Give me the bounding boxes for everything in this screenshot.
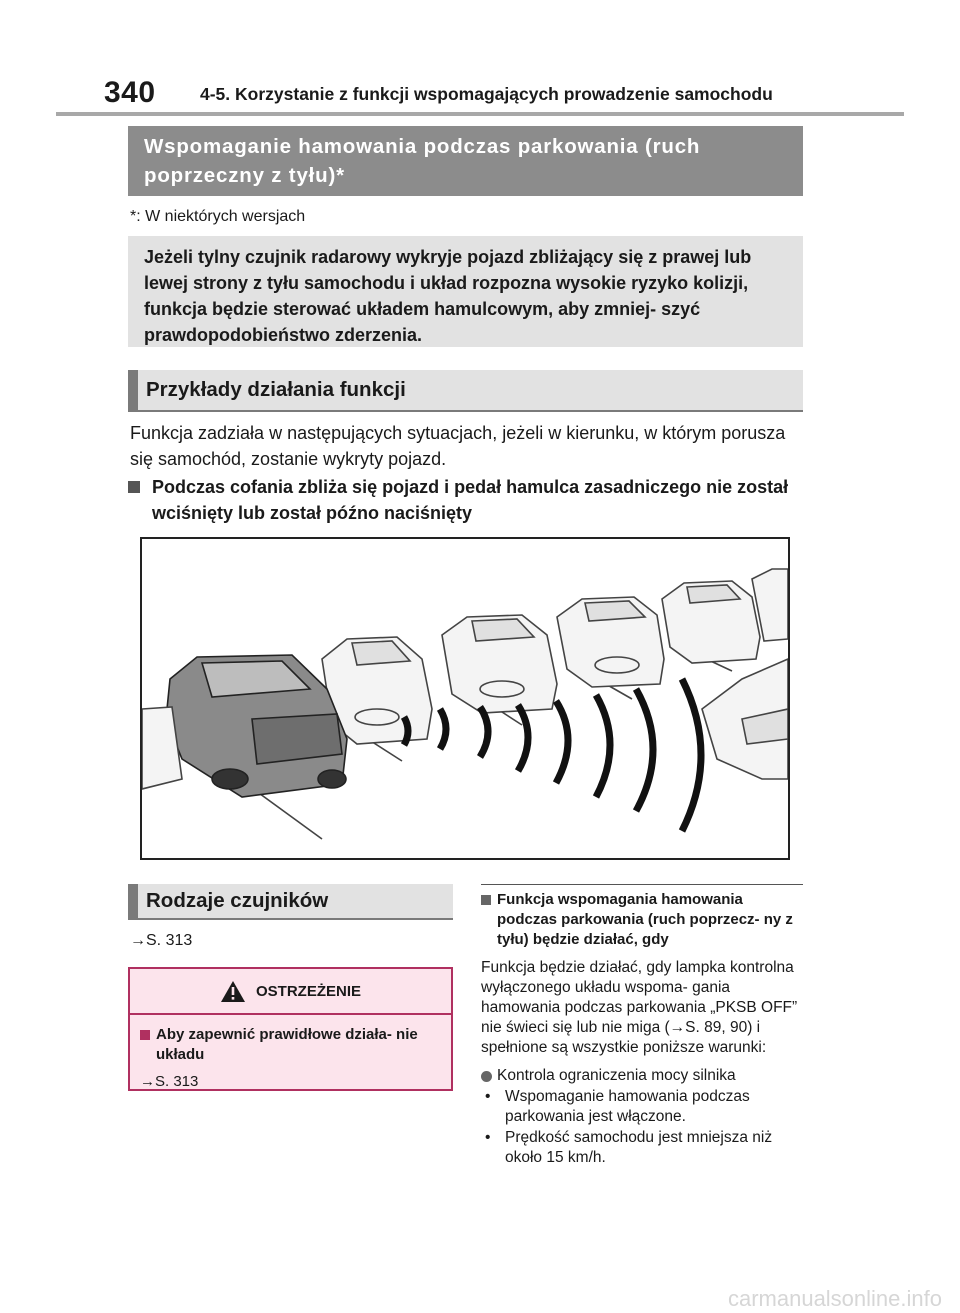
list-item-text: Prędkość samochodu jest mniejsza niż około 15 km/h. <box>505 1129 773 1166</box>
condition-item <box>481 1066 803 1086</box>
warning-header <box>130 969 451 1015</box>
intro-box: Jeżeli tylny czujnik radarowy wykryje pojazd zbliżający się z prawej lub lewej strony z tyłu samochodu i układ rozpozna wysokie ryzyko kolizji, funkcja będzie sterować układem hamulcowym, aby zmniej- szyć prawdopodobieństwo zderzenia. <box>128 236 803 347</box>
square-bullet-icon <box>128 481 140 493</box>
main-title: Wspomaganie hamowania podczas parkowania (ruch poprzeczny z tyłu)* <box>128 126 803 196</box>
warning-reference: →S. 313 <box>140 1073 199 1090</box>
bullet-icon: • <box>485 1129 491 1146</box>
watermark: carmanualsonline.info <box>727 1286 942 1311</box>
square-bullet-icon <box>481 895 491 905</box>
chapter-title: 4-5. Korzystanie z funkcji wspomagających prowadzenie samochodu <box>200 84 773 104</box>
examples-subheading <box>128 474 800 526</box>
bullet-icon: • <box>485 1088 491 1105</box>
parking-scene-image <box>142 539 788 858</box>
examples-paragraph: Funkcja zadziała w następujących sytuacjach, jeżeli w kierunku, w którym porusza się samochód, zostanie wykryty pojazd. <box>130 423 786 469</box>
parking-illustration <box>140 537 790 860</box>
list-item <box>481 1128 803 1168</box>
right-subheading-text: Funkcja wspomagania hamowania podczas parkowania (ruch poprzecz- ny z tyłu) będzie działać, gdy <box>497 891 793 948</box>
section-sensors-label: Rodzaje czujników <box>146 889 329 912</box>
section-examples-title <box>128 370 803 412</box>
warning-box <box>128 967 453 1091</box>
right-paragraph: Funkcja będzie działać, gdy lampka kontrolna wyłączonego układu wspoma- gania hamowania podczas parkowania „PKSB OFF” nie świeci się lub nie miga (→S. 89, 90) i spełnione są wszystkie poniższe warunki: <box>481 959 798 1056</box>
right-subheading <box>481 890 803 950</box>
list-item <box>481 1087 803 1127</box>
footnote: *: W niektórych wersjach <box>130 208 306 225</box>
right-column <box>481 884 803 1168</box>
right-column-rule <box>481 884 803 885</box>
section-sensors-title <box>128 884 453 920</box>
condition-text: Kontrola ograniczenia mocy silnika <box>497 1067 736 1084</box>
section-examples-label: Przykłady działania funkcji <box>146 378 406 401</box>
sensors-reference: →S. 313 <box>130 932 193 949</box>
warning-title: OSTRZEŻENIE <box>255 982 361 1000</box>
warning-subheading <box>140 1025 441 1065</box>
warning-triangle-icon <box>220 980 246 1003</box>
page-number: 340 <box>104 76 156 109</box>
examples-subheading-text: Podczas cofania zbliża się pojazd i pedał hamulca zasadniczego nie został wciśnięty lub został późno naciśnięty <box>152 477 789 523</box>
circle-bullet-icon <box>481 1071 492 1082</box>
warning-subheading-text: Aby zapewnić prawidłowe działa- nie układu <box>156 1026 418 1063</box>
header-rule <box>56 112 904 116</box>
square-bullet-icon <box>140 1030 150 1040</box>
list-item-text: Wspomaganie hamowania podczas parkowania jest włączone. <box>505 1088 750 1125</box>
